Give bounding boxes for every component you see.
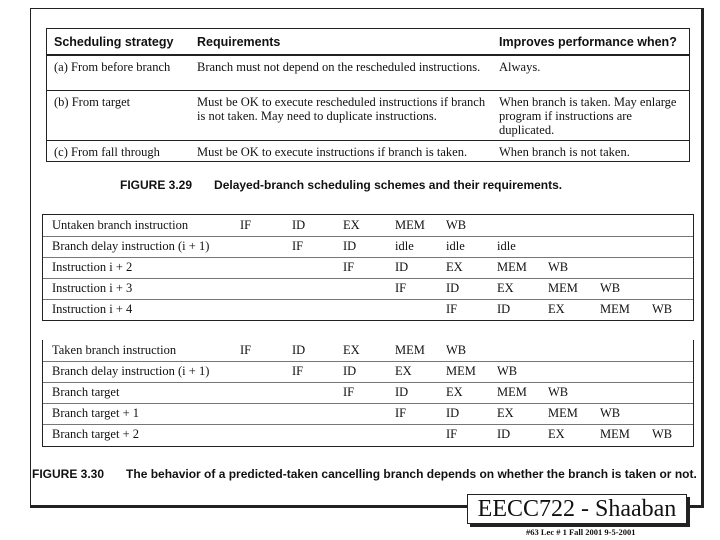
pipeline-stage: ID bbox=[292, 343, 306, 357]
pipeline-stage: WB bbox=[600, 406, 621, 420]
pipeline-stage: WB bbox=[600, 281, 621, 295]
row-divider bbox=[47, 90, 689, 91]
pipeline-stage: MEM bbox=[600, 302, 630, 316]
pipeline-stage: WB bbox=[652, 427, 673, 441]
slide-footer: #63 Lec # 1 Fall 2001 9-5-2001 bbox=[526, 527, 636, 537]
pipeline-stage: ID bbox=[497, 427, 511, 441]
pipeline-stage: ID bbox=[395, 260, 409, 274]
pipeline-stage: ID bbox=[343, 364, 357, 378]
pipeline-stage: EX bbox=[446, 260, 463, 274]
pipeline-row bbox=[43, 236, 693, 257]
strategy-cell: (b) From target bbox=[54, 95, 131, 109]
pipeline-row bbox=[43, 299, 693, 320]
figure-number: FIGURE 3.29 bbox=[120, 178, 193, 192]
pipeline-stage: ID bbox=[292, 218, 306, 232]
instruction-label: Branch target + 2 bbox=[52, 427, 139, 441]
pipeline-stage: IF bbox=[446, 427, 458, 441]
pipeline-stage: IF bbox=[395, 406, 407, 420]
pipeline-stage: IF bbox=[343, 385, 355, 399]
pipeline-stage: EX bbox=[497, 281, 514, 295]
instruction-label: Taken branch instruction bbox=[52, 343, 177, 357]
requirements-cell: Must be OK to execute instructions if branch is taken. bbox=[197, 145, 468, 159]
figure-number: FIGURE 3.30 bbox=[32, 467, 105, 481]
instruction-label: Branch target bbox=[52, 385, 120, 399]
requirements-cell: Branch must not depend on the rescheduled instructions. bbox=[197, 60, 481, 74]
pipeline-stage: IF bbox=[292, 239, 304, 253]
pipeline-row bbox=[43, 215, 693, 236]
pipeline-stage: EX bbox=[446, 385, 463, 399]
pipeline-stage: WB bbox=[548, 260, 569, 274]
pipeline-stage: WB bbox=[446, 343, 467, 357]
pipeline-stage: IF bbox=[395, 281, 407, 295]
pipeline-stage: EX bbox=[395, 364, 412, 378]
pipeline-row bbox=[43, 257, 693, 278]
pipeline-stage: IF bbox=[446, 302, 458, 316]
course-logo bbox=[467, 494, 687, 524]
pipeline-stage: IF bbox=[240, 218, 252, 232]
pipeline-stage: MEM bbox=[497, 260, 527, 274]
header-divider bbox=[47, 54, 689, 56]
pipeline-stage: WB bbox=[548, 385, 569, 399]
pipeline-stage: MEM bbox=[548, 406, 578, 420]
row-divider bbox=[47, 140, 689, 141]
pipeline-stage: IF bbox=[343, 260, 355, 274]
pipeline-stage: EX bbox=[343, 343, 360, 357]
course-logo-text: EECC722 - Shaaban bbox=[477, 496, 677, 522]
instruction-label: Instruction i + 4 bbox=[52, 302, 133, 316]
pipeline-stage: MEM bbox=[497, 385, 527, 399]
pipeline-stage: idle bbox=[497, 239, 516, 253]
instruction-label: Branch target + 1 bbox=[52, 406, 139, 420]
pipeline-stage: MEM bbox=[446, 364, 476, 378]
instruction-label: Branch delay instruction (i + 1) bbox=[52, 364, 210, 378]
pipeline-stage: WB bbox=[497, 364, 518, 378]
pipeline-row bbox=[43, 361, 693, 382]
pipeline-stage: EX bbox=[548, 427, 565, 441]
pipeline-stage: ID bbox=[395, 385, 409, 399]
instruction-label: Untaken branch instruction bbox=[52, 218, 189, 232]
pipeline-stage: WB bbox=[446, 218, 467, 232]
pipeline-stage: IF bbox=[292, 364, 304, 378]
pipeline-stage: idle bbox=[395, 239, 414, 253]
pipeline-stage: MEM bbox=[395, 343, 425, 357]
instruction-label: Instruction i + 3 bbox=[52, 281, 133, 295]
header-improves: Improves performance when? bbox=[499, 35, 677, 49]
figure-text: The behavior of a predicted-taken cancelling branch depends on whether the branch is taken or not. bbox=[126, 467, 697, 481]
figure-caption-3-30 bbox=[32, 467, 697, 481]
header-strategy: Scheduling strategy bbox=[54, 35, 174, 49]
pipeline-stage: MEM bbox=[395, 218, 425, 232]
pipeline-stage: ID bbox=[446, 281, 460, 295]
pipeline-row bbox=[43, 382, 693, 403]
figure-caption-3-29 bbox=[120, 178, 562, 192]
strategy-cell: (c) From fall through bbox=[54, 145, 160, 159]
taken-branch-pipeline bbox=[42, 340, 694, 447]
pipeline-stage: EX bbox=[497, 406, 514, 420]
pipeline-stage: WB bbox=[652, 302, 673, 316]
pipeline-stage: ID bbox=[446, 406, 460, 420]
improves-cell: Always. bbox=[499, 60, 541, 74]
figure-text: Delayed-branch scheduling schemes and their requirements. bbox=[214, 178, 563, 192]
pipeline-row bbox=[43, 424, 693, 445]
header-requirements: Requirements bbox=[197, 35, 281, 49]
pipeline-row bbox=[43, 340, 693, 361]
pipeline-row bbox=[43, 278, 693, 299]
pipeline-stage: EX bbox=[343, 218, 360, 232]
strategy-cell: (a) From before branch bbox=[54, 60, 171, 74]
pipeline-stage: EX bbox=[548, 302, 565, 316]
pipeline-stage: MEM bbox=[600, 427, 630, 441]
scheduling-table bbox=[46, 28, 690, 162]
improves-cell: When branch is taken. May enlarge program if instructions are duplicated. bbox=[499, 95, 677, 137]
pipeline-row bbox=[43, 403, 693, 424]
instruction-label: Branch delay instruction (i + 1) bbox=[52, 239, 210, 253]
pipeline-stage: IF bbox=[240, 343, 252, 357]
pipeline-stage: ID bbox=[497, 302, 511, 316]
pipeline-stage: idle bbox=[446, 239, 465, 253]
pipeline-stage: ID bbox=[343, 239, 357, 253]
untaken-branch-pipeline bbox=[42, 214, 694, 321]
requirements-cell: Must be OK to execute rescheduled instructions if branch is not taken. May need to duplicate instructions. bbox=[197, 95, 486, 123]
instruction-label: Instruction i + 2 bbox=[52, 260, 133, 274]
improves-cell: When branch is not taken. bbox=[499, 145, 630, 159]
pipeline-stage: MEM bbox=[548, 281, 578, 295]
